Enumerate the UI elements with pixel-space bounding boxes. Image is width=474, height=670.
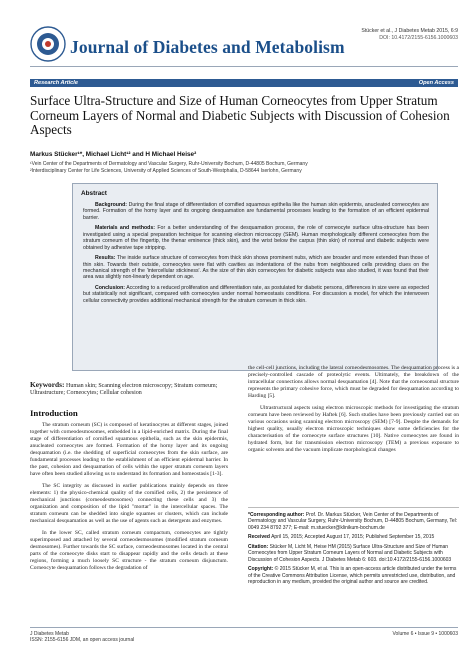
left-column [30, 408, 228, 577]
correspondence-label: Citation: [248, 543, 269, 550]
keywords-text: Human skin; Scanning electron microscopy; Stratum corneum; Ultrastructure; Corneocytes; Cellular cohesion [30, 383, 218, 397]
citation-note [248, 544, 459, 563]
affiliation-2: ²Interdisciplinary Center for Life Sciences, University of Applied Sciences of South-Westphalia, D-58644 Iserlohn, Germany [30, 168, 302, 174]
abstract-paragraph [83, 255, 429, 281]
footer-issn: ISSN: 2155-6156 JDM, an open access journal [30, 637, 135, 644]
correspondence-divider [248, 507, 459, 508]
journal-logo [30, 26, 66, 62]
footer-journal-name: J Diabetes Metab [30, 631, 69, 637]
correspondence-block [248, 512, 459, 589]
abstract-text: For a better understanding of the desquamation process, the role of corneocyte surface ultra-structure has been investigated using a special preparation technique for scanning electron microscopy (SEM). Human morphologically different corneocytes from the stratum corneum of the fingertip, the thenar eminence (thick skin), and the wrist below the carpus (thin skin) of normal and diabetic subjects were obtained by adhesive tape stripping. [83, 225, 429, 251]
article-type-banner [30, 79, 458, 87]
open-access-label[interactable]: Open Access [418, 80, 454, 86]
correspondence-text: Stücker M, Licht M, Heise HM (2015) Surface Ultra-Structure and Size of Human Corneocytes from Upper Stratum Corneum Layers of Normal and Diabetic Subjects with Discussion of Cohesion Aspects. J Diabetes Metab 6: 603. doi:10.4172/2155-6156.1000603 [248, 543, 452, 563]
correspondence-label: *Corresponding author: [248, 512, 305, 518]
abstract-text: According to a reduced proliferation and differentiation rate, as postulated for diabetic persons, differences in size were as expected but statistically not significant, compared with corneocytes under normal homeostasis conditions. For discussion a model, for which the interwoven cellular connectivity provides additional mechanical strength for the stratum corneum in thick skin. [83, 285, 429, 304]
author-list: Markus Stücker¹*, Michael Licht¹² and H Michael Heise² [30, 151, 197, 158]
article-title: Surface Ultra-Structure and Size of Human Corneocytes from Upper Stratum Corneum Layers of Normal and Diabetic Subjects with Discussion of Cohesion Aspects [30, 93, 450, 137]
correspondence-text: Prof. Dr. Markus Stücker, Vein Center of the Departments of Dermatology and Vascular Surgery, Ruhr-University Bochum, D-44805 Bochum, Germany, Tel: 0049 234 8792 377; E-mail: m.stuecker@klinikum-bochum.de [248, 512, 458, 531]
abstract-paragraph [83, 225, 429, 251]
correspondence-text: © 2015 Stücker M, et al. This is an open-access article distributed under the terms of the Creative Commons Attribution License, which permits unrestricted use, distribution, and reproduction in any medium, provided the original author and source are credited. [248, 566, 457, 585]
abstract-paragraph [83, 285, 429, 304]
abstract-label: Conclusion: [95, 285, 125, 292]
correspondence-text: April 15, 2015; Accepted August 17, 2015; Published September 15, 2015 [271, 534, 435, 541]
footer-journal [30, 631, 134, 644]
abstract-text: The inside surface structure of corneocytes from thick skin shows prominent nubs, which are broader and more extended than those of thin skin. Towards their outside, corneocytes were flat with cavities as indentations of the nubs from neighboured cells providing clues on the mechanical strength of the 'intercellular stickiness'. As the size of thin skin corneocytes for diabetic subjects was also studied, it was found that their area was slightly non-linearly dependent on age. [83, 255, 429, 281]
article-type-label: Research Article [34, 80, 78, 86]
body-paragraph: The SC integrity as discussed in earlier publications mainly depends on three elements: 1) the physico-chemical quality of the cornified cells, 2) the persistence of mechanical junctions (corneodesmosomes) connecting these cells and 3) the organization and composition of the lipid "mortar" in the intercellular spaces. The stratum corneum can be shedded into single squames or clusters, which can include mechanical desquamation as well as the use of agents such as detergents and enzymes. [30, 482, 228, 525]
footer-volume: Volume 6 • Issue 9 • 1000603 [392, 631, 458, 637]
footer-divider [30, 627, 458, 628]
affiliation-1: ¹Vein Center of the Departments of Dermatology and Vascular Surgery, Ruhr-University Bochum, D-44805 Bochum, Germany [30, 161, 308, 167]
right-column [248, 365, 459, 459]
body-paragraph: The stratum corneum (SC) is composed of keratinocytes at different stages, joined together with corneodesmosomes, embedded in a lipid-enriched matrix. During the final stage of differentiation of cornified squamous epithelia, such as the skin epidermis, anucleated corneocytes are formed. Formation of the horny layer and its ongoing desquamation (i.e. the shedding of superficial corneocytes from the skin surface, are fundamental processes leading to the establishment of an efficient epidermal barrier. In the past, cohesion and desquamation of cells within the upper stratum corneum layers have often been studied allowing us to understand its formation and homeostasis [1-3]. [30, 422, 228, 478]
body-paragraph: the cell-cell junctions, including the lateral corneodesmosomes. The desquamation process is a precisely-controlled cascade of proteolytic events. Ultimately, the breakdown of the intracellular connections allows normal desquamation [4]. Note that the corneosomal structure represents the primary cohesive force, which must be degraded for desquamation according to Harding [5]. [248, 365, 459, 400]
abstract-label: Results: [95, 255, 116, 262]
abstract-text: During the final stage of differentiation of cornified squamous epithelia like the human skin epidermis, anucleated corneocytes are formed. Formation of the horny layer and its ongoing desquamation are fundamental processes leading to the formation of an efficient epidermal barrier. [83, 202, 429, 221]
received-dates [248, 534, 459, 540]
copyright-note [248, 566, 459, 585]
abstract-paragraph [83, 202, 429, 221]
journal-title: Journal of Diabetes and Metabolism [70, 37, 345, 57]
abstract-heading: Abstract [81, 190, 107, 197]
citation-line: Stücker et al., J Diabetes Metab 2015, 6:9 [361, 28, 458, 34]
header-divider [30, 66, 458, 67]
corresponding-author [248, 512, 459, 531]
abstract-body [83, 202, 429, 308]
body-paragraph: In the lower SC, called stratum corneum compactum, corneocytes are tightly superimposed and attached by several corneodesmosomes (modified stratum corneum desmosomes). Further towards the SC surface, corneodesmosomes located in the central parts of the corneocyte disks start to disappear rapidly and the cells detach at these regions, forming a much loosely SC structure - the stratum corneum disjunctum. Corneocyte desquamation follows the degradation of [30, 529, 228, 572]
keywords [30, 381, 228, 398]
correspondence-label: Received [248, 534, 270, 541]
body-paragraph: Ultrastructural aspects using electron microscopic methods for investigating the stratum corneum have been reviewed by Haftek [6]. Such studies have been previously carried out on various occasions using scanning electron microscopy (SEM) [7-9]. Despite the demands for highest quality, usually electron microscopic techniques show some deficiencies for the characterisation of the corneocyte surface structures [10]. Native corneocytes are found in hydrated form, but for transmission electron microscopy (TEM) a previous exposure to organic solvents and the vacuum implicate morphological changes [248, 404, 459, 454]
abstract-label: Background: [95, 202, 127, 208]
citation-block [361, 28, 458, 42]
abstract-label: Materials and methods: [95, 225, 155, 232]
correspondence-label: Copyright: [248, 566, 274, 573]
introduction-heading: Introduction [30, 408, 78, 418]
keywords-label: Keywords: [30, 380, 65, 389]
doi-link[interactable]: DOI: 10.4172/2155-6156.1000603 [379, 35, 458, 41]
abstract-box [72, 183, 438, 371]
